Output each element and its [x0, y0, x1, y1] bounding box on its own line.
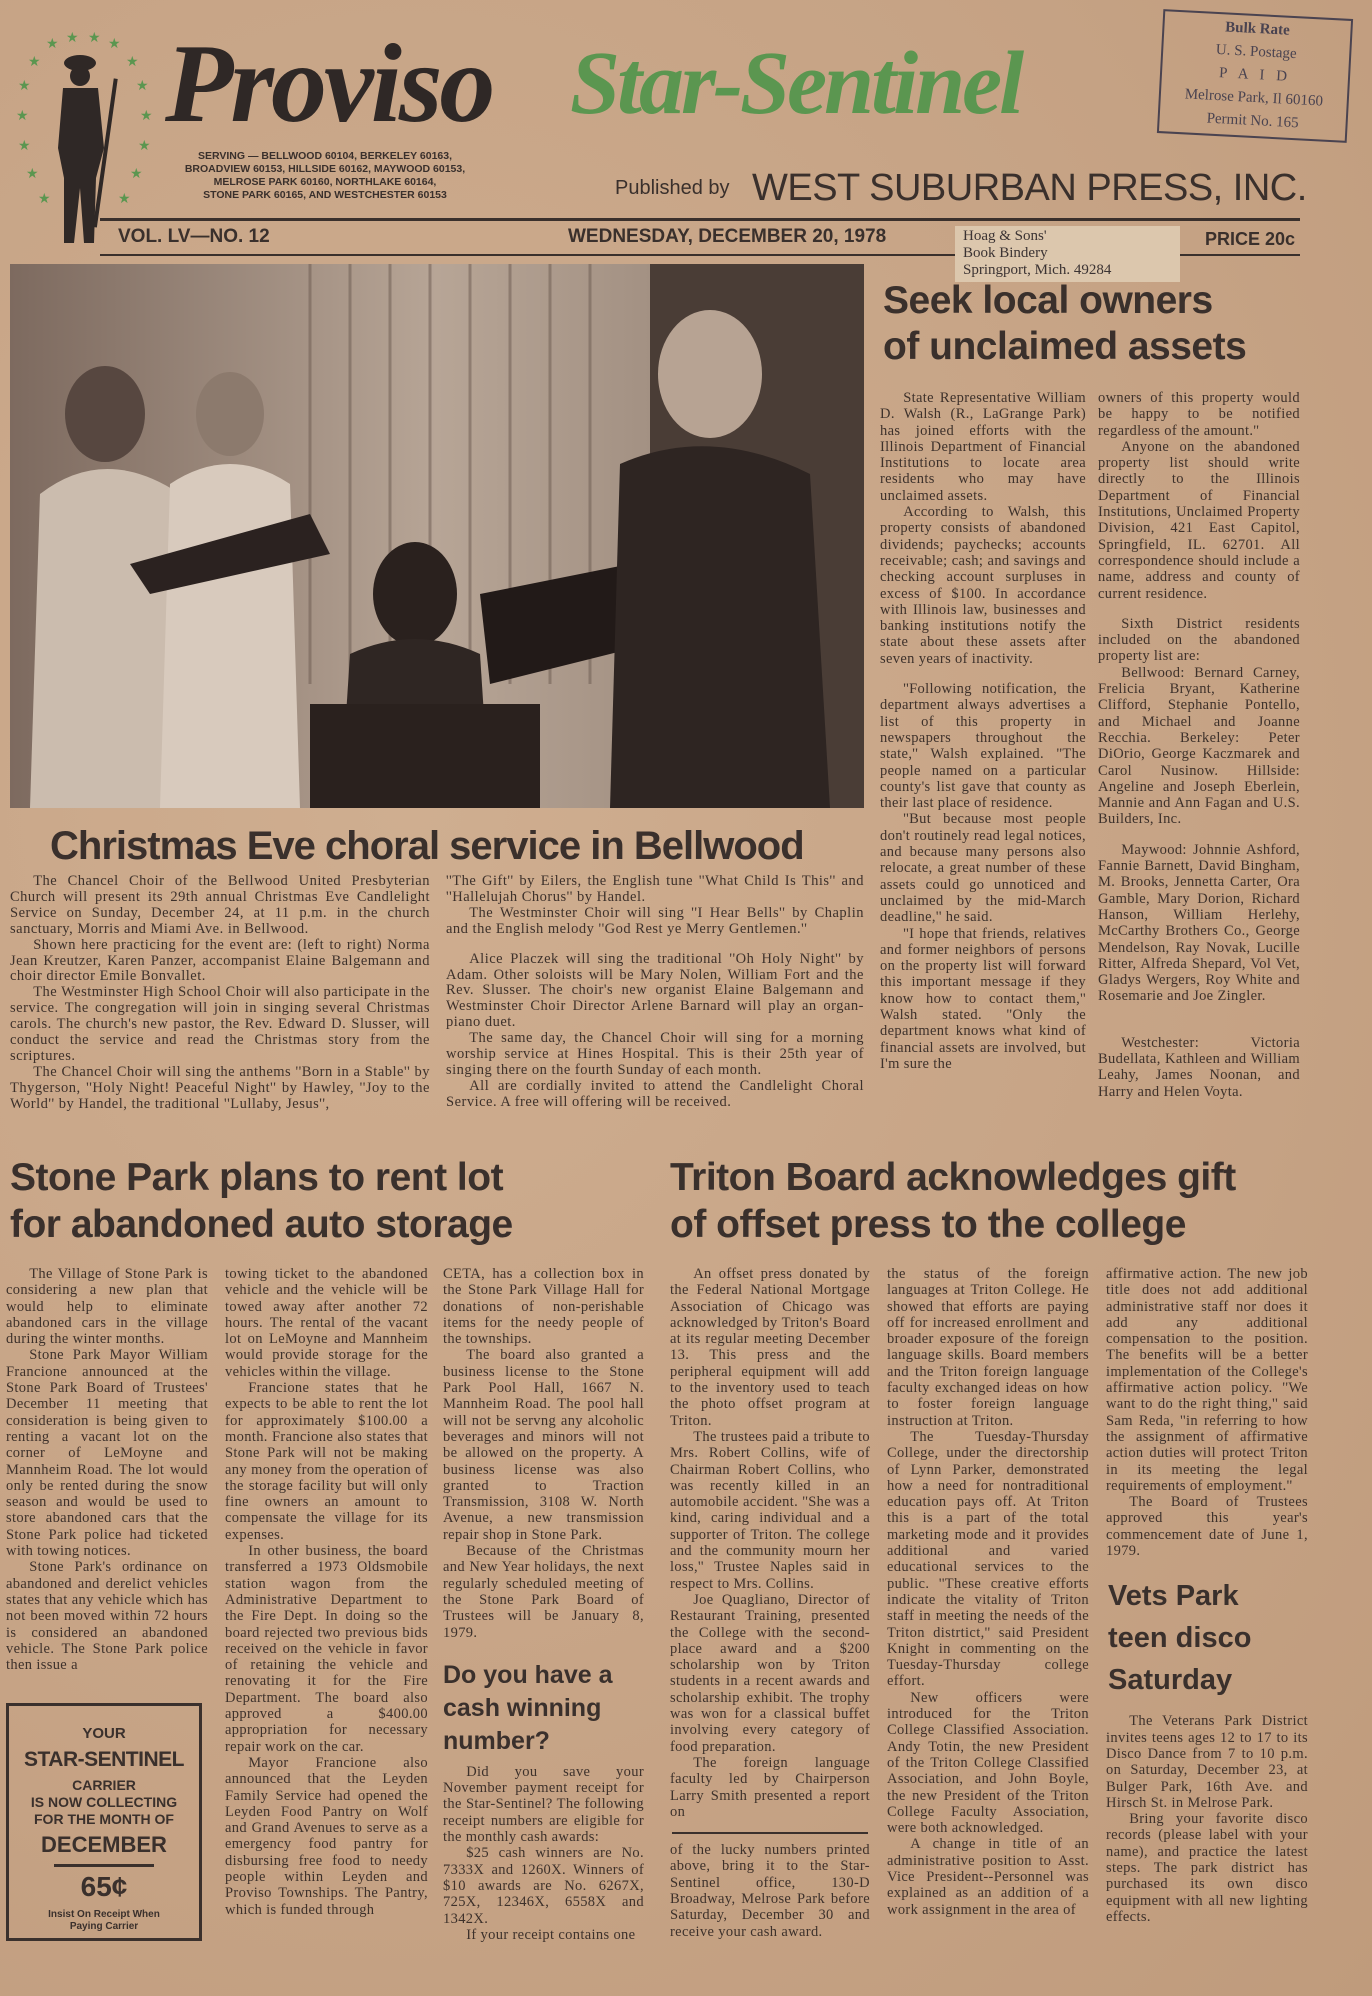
- headline-line: teen disco: [1108, 1622, 1252, 1655]
- svg-text:★: ★: [46, 37, 59, 52]
- paragraph: Because of the Christmas and New Year holidays, the next regularly scheduled meeting of the Stone Park Board of Trustees will be January 8, 1979.: [443, 1543, 644, 1641]
- triton-headline: [670, 1154, 1370, 1248]
- paragraph: All are cordially invited to attend the Candlelight Choral Service. A free will offering will be received.: [446, 1077, 864, 1110]
- paragraph: The Westminster High School Choir will also participate in the service. The congregation will join in singing several Christmas carols. The church's new pastor, the Rev. Edward D. Slusser, will conduct the service and read the Christmas story from the scriptures.: [10, 984, 430, 1064]
- paragraph: Alice Placzek will sing the traditional ''Oh Holy Night'' by Adam. Other soloists will be Mary Nolen, William Fort and the Rev. Slusser. The choir's new organist Elaine Balgemann and Westminster Choir Director Arlene Barnard will play an organ-piano duet.: [446, 950, 864, 1031]
- paragraph: ''Following notification, the department always advertises a list of this property in newspapers throughout the state,'' Walsh explained. ''The people named on a particular county's list gave that county as their last place of residence.: [880, 681, 1086, 812]
- vets-park-column: [1106, 1713, 1308, 1925]
- paragraph: affirmative action. The new job title does not add additional administrative staff nor does it add any additional compensation to the position. The benefits will be a better implementation of the College's affirmative action policy. ''We want to do the right thing,'' said Sam Reda, ''in referring to how the assignment of affirmative action duties will protect Triton in its meeting the legal requirements of employment.'': [1106, 1266, 1308, 1494]
- triton-stack-1: [670, 1266, 870, 1940]
- vets-park-headline: [1108, 1575, 1308, 1701]
- christmas-headline: Christmas Eve choral service in Bellwood: [50, 824, 804, 868]
- headline-line: of offset press to the college: [670, 1203, 1186, 1246]
- svg-text:★: ★: [66, 31, 79, 46]
- paragraph: The same day, the Chancel Choir will sing for a morning worship service at Hines Hospital. This is their 25th year of singing there on the fourth Sunday of each month.: [446, 1030, 864, 1078]
- paragraph: Bellwood: Bernard Carney, Frelicia Bryant, Katherine Clifford, Stephanie Pontello, and Michael and Joanne Recchia. Berkeley: Peter DiOrio, George Kaczmarek and Carol Nusinow. Hillside: Angeline and Joseph Eberlein, Mannie and Ann Fagan and U.S. Builders, Inc.: [1098, 664, 1300, 828]
- paragraph: the status of the foreign languages at Triton College. He showed that efforts are paying off for increased enrollment and broader exposure of the foreign language skills. Board members and the Triton foreign language faculty exchanged ideas on how to foster foreign language instruction at Triton.: [887, 1266, 1089, 1429]
- paragraph: If your receipt contains one: [466, 1926, 636, 1943]
- ad-price: 65¢: [80, 1871, 128, 1903]
- paragraph: Stone Park Mayor William Francione announced at the Stone Park Board of Trustees' December 11 meeting that consideration is being given to renting a vacant lot on the corner of LeMoyne and Mannheim Road. The lot would only be rented during the snow season and would be used to store abandoned cars that the Stone Park police had ticketed with towing notices.: [6, 1347, 208, 1560]
- paragraph: Did you save your November payment receipt for the Star-Sentinel? The following receipt numbers are eligible for the monthly cash awards:: [443, 1763, 644, 1846]
- stone-park-headline: [10, 1154, 660, 1248]
- headline-line: of unclaimed assets: [883, 325, 1247, 368]
- ad-line: CARRIER: [72, 1777, 136, 1794]
- headline-line: cash winning: [443, 1693, 602, 1722]
- stamp-line: U. S. Postage: [1215, 41, 1298, 63]
- ad-note: Paying Carrier: [69, 1921, 139, 1933]
- paragraph: owners of this property would be happy to be notified regardless of the amount.'': [1098, 390, 1300, 439]
- choir-photo: [10, 264, 864, 808]
- mailing-label-line: Book Bindery: [963, 245, 1048, 261]
- paragraph: The Veterans Park District invites teens ages 12 to 17 to its Disco Dance from 7 to 10 p.m. on Saturday, December 23, at Bulger Park, 16th Ave. and Hirsch St. in Melrose Park.: [1106, 1713, 1308, 1811]
- headline-line: Saturday: [1108, 1664, 1233, 1697]
- stone-park-column-1: [6, 1266, 208, 1673]
- paragraph: The Board of Trustees approved this year's commencement date of June 1, 1979.: [1106, 1494, 1308, 1560]
- paragraph: The Tuesday-Thursday College, under the directorship of Lynn Parker, demonstrated how a need for nontraditional education pays off. At Triton this is a part of the total marketing mode and it provides additional and varied educational services to the public. ''These creative efforts indicate the vitality of Triton staff in meeting the needs of the Triton distrtict,'' said President Knight in commenting on the Tuesday-Thursday college effort.: [887, 1428, 1089, 1690]
- triton-column-1: [670, 1266, 870, 1820]
- triton-column-3: [1106, 1266, 1308, 1559]
- stone-park-column-2: [225, 1266, 428, 1943]
- paragraph: State Representative William D. Walsh (R., LaGrange Park) has joined efforts with the Illinois Department of Financial Institutions to locate area residents who may have unclaimed assets.: [880, 390, 1086, 504]
- publisher-name: WEST SUBURBAN PRESS, INC.: [752, 167, 1307, 209]
- christmas-column-2: [446, 874, 864, 1113]
- paragraph: Shown here practicing for the event are: (left to right) Norma Jean Kreutzer, Karen Panzer, accompanist Elaine Balgemann and choir director Emile Bonvallet.: [10, 936, 430, 985]
- svg-text:★: ★: [108, 37, 121, 52]
- paragraph: towing ticket to the abandoned vehicle and the vehicle will be towed away after another 72 hours. The rental of the vacant lot on LeMoyne and Mannheim would provide storage for the vehicles within the village.: [225, 1266, 428, 1380]
- serving-line: SERVING — BELLWOOD 60104, BERKELEY 60163,: [197, 150, 453, 162]
- paragraph: Anyone on the abandoned property list should write directly to the Illinois Department of Financial Institutions, Unclaimed Property Division, 421 East Capitol, Springfield, IL. 62701. All correspondence should include a name, address and county of current residence.: [1098, 438, 1300, 602]
- price: PRICE 20c: [1205, 229, 1296, 249]
- published-by-label: Published by: [615, 177, 730, 199]
- serving-communities: [160, 150, 490, 202]
- svg-text:★: ★: [118, 192, 131, 207]
- paragraph: CETA, has a collection box in the Stone Park Village Hall for donations of non-perishable items for the needy people of the townships.: [443, 1266, 644, 1348]
- masthead-title-proviso: Proviso: [165, 22, 493, 146]
- headline-line: Do you have a: [443, 1660, 613, 1689]
- stone-park-column-3: [443, 1266, 644, 1641]
- christmas-column-1: [10, 874, 430, 1113]
- svg-text:★: ★: [28, 55, 41, 70]
- cash-column-1: [443, 1764, 644, 1943]
- paragraph: ''I hope that friends, relatives and former neighbors of persons on the property list will forward this important message if they know how to contact them,'' Walsh stated. ''Only the department knows what kind of financial assets are involved, but I'm sure the: [880, 925, 1086, 1072]
- paragraph: In other business, the board transferred a 1973 Oldsmobile station wagon from the Administrative Department to the Fire Dept. In doing so the board rejected two previous bids received on the vehicle in favor of retaining the vehicle and renovating it for the Fire Department. The board also approved a $400.00 appropriation for necessary repair work on the car.: [225, 1543, 428, 1755]
- column-divider: [672, 1832, 868, 1834]
- assets-column-1: [880, 390, 1086, 1100]
- svg-text:★: ★: [18, 79, 31, 94]
- headline-line: for abandoned auto storage: [10, 1203, 513, 1246]
- upper-section: [0, 264, 1372, 1146]
- paragraph: According to Walsh, this property consists of abandoned dividends; paychecks; accounts receivable; cash; and savings and checking account surpluses in excess of $100. In accordance with Illinois law, businesses and banking institutions notify the state about these assets after seven years of inactivity.: [880, 504, 1086, 667]
- ad-divider: [54, 1864, 154, 1867]
- cash-column-2: [670, 1842, 870, 1940]
- lower-left: [6, 1154, 660, 1943]
- paragraph: A change in title of an administrative position to Asst. Vice President--Personnel was explained as an addition of a work assignment in the area of: [887, 1836, 1089, 1918]
- assets-column-2: [1098, 390, 1300, 1100]
- svg-text:★: ★: [26, 167, 39, 182]
- cash-headline: [443, 1659, 644, 1758]
- issue-date: WEDNESDAY, DECEMBER 20, 1978: [568, 226, 887, 247]
- paragraph: Stone Park's ordinance on abandoned and derelict vehicles states that any vehicle which has not been moved within 72 hours is considered an abandoned vehicle. The Stone Park police then issue a: [6, 1559, 208, 1674]
- paragraph: Mayor Francione also announced that the Leyden Family Service had opened the Leyden Food Pantry on Wolf and Grand Avenues to serve as a emergency food pantry for disbursing free food to needy people within Leyden and Proviso Townships. The Pantry, which is funded through: [225, 1754, 428, 1918]
- serving-line: MELROSE PARK 60160, NORTHLAKE 60164,: [213, 176, 437, 188]
- upper-left: [10, 264, 864, 1146]
- paragraph: Joe Quagliano, Director of Restaurant Training, presented the College with the second-place award and a $200 scholarship won by Triton students in a recent awards and scholarship exhibit. The trophy was won for a classical buffet involving every category of food preparation.: [670, 1591, 870, 1755]
- masthead-rule-top: [100, 218, 1300, 221]
- paragraph: Francione states that he expects to be able to rent the lot for approximately $100.00 a month. Francione also states that Stone Park will not be making any money from the operation of the storage facility but will only fine owners an amount to compensate the village for its expenses.: [225, 1380, 428, 1543]
- svg-text:★: ★: [126, 55, 139, 70]
- triton-stack-3: [1106, 1266, 1308, 1940]
- svg-text:★: ★: [136, 79, 149, 94]
- paragraph: The Village of Stone Park is considering a new plan that would help to eliminate abandoned cars in the village during the winter months.: [6, 1266, 208, 1348]
- stamp-line: Bulk Rate: [1224, 19, 1291, 39]
- headline-line: Seek local owners: [883, 279, 1213, 322]
- mailing-label-line: Springport, Mich. 49284: [963, 262, 1112, 278]
- paragraph: The foreign language faculty led by Chairperson Larry Smith presented a report on: [670, 1754, 870, 1820]
- paragraph: New officers were introduced for the Triton College Classified Association. Andy Totin, the new President of the Triton College Classified Association, and John Boyle, the new President of the Triton College Faculty Association, were both acknowledged.: [887, 1689, 1089, 1837]
- minuteman-star-emblem: [8, 28, 158, 258]
- svg-text:★: ★: [18, 139, 31, 154]
- svg-text:★: ★: [138, 139, 151, 154]
- paragraph: Maywood: Johnnie Ashford, Fannie Barnett, David Bingham, M. Brooks, Jennetta Carter, Ora Gamble, Mary Dorion, Richard Hanson, William Herlehy, McCarthy Brothers Co., George Mendelson, Ray Novak, Lucille Ritter, Alfreda Shepard, Vol Vet, Gladys Wergers, Roy White and Rosemarie and Joe Zingler.: [1098, 841, 1300, 1005]
- stone-park-stack-1: [6, 1266, 208, 1943]
- paragraph: $25 cash winners are No. 7333X and 1260X. Winners of $10 awards are No. 6267X, 725X, 12346X, 6558X and 1342X.: [443, 1845, 644, 1927]
- assets-headline: [883, 278, 1300, 370]
- ad-line: STAR-SENTINEL: [24, 1748, 184, 1772]
- lower-right-columns: [670, 1266, 1370, 1940]
- lower-left-columns: [6, 1266, 660, 1943]
- paragraph: The board also granted a business license to the Stone Park Pool Hall, 1667 N. Mannheim Road. The pool hall will not be servng any alcoholic beverages and minors will not be allowed on the property. A business license was also granted to Traction Transmission, 3108 W. North Avenue, a new transmission repair shop in Stone Park.: [443, 1347, 644, 1543]
- page-body: [0, 264, 1372, 1943]
- stamp-line: P A I D: [1218, 65, 1292, 85]
- paragraph: The Chancel Choir will sing the anthems ''Born in a Stable'' by Thygerson, ''Holy Night! Peaceful Night'' by Hawley, ''Joy to the World'' by Handel, the traditional ''Lullaby, Jesus'',: [10, 1063, 430, 1112]
- headline-line: Triton Board acknowledges gift: [670, 1156, 1236, 1199]
- ad-line: FOR THE MONTH OF: [34, 1811, 174, 1828]
- carrier-collection-ad: [6, 1703, 202, 1941]
- headline-line: Stone Park plans to rent lot: [10, 1156, 504, 1199]
- upper-right: [880, 264, 1300, 1146]
- lower-right: [670, 1154, 1370, 1943]
- mailing-label-line: Hoag & Sons': [963, 228, 1047, 244]
- stone-park-stack-3: [443, 1266, 644, 1943]
- postage-stamp: [1157, 9, 1353, 143]
- triton-column-2: [887, 1266, 1089, 1940]
- serving-line: BROADVIEW 60153, HILLSIDE 60162, MAYWOOD 60153,: [184, 163, 466, 175]
- paragraph: of the lucky numbers printed above, bring it to the Star-Sentinel office, 130-D Broadway, Melrose Park before Saturday, December 30 and receive your cash award.: [670, 1842, 870, 1940]
- lower-section: [0, 1146, 1372, 1943]
- paragraph: ''The Gift'' by Eilers, the English tune ''What Child Is This'' and ''Hallelujah Chorus'' by Handel.: [446, 873, 864, 905]
- svg-text:★: ★: [140, 109, 153, 124]
- headline-line: Vets Park: [1108, 1580, 1239, 1613]
- paragraph: Sixth District residents included on the abandoned property list are:: [1098, 615, 1300, 665]
- svg-text:★: ★: [38, 192, 51, 207]
- paragraph: The Westminster Choir will sing ''I Hear Bells'' by Chaplin and the English melody ''God Rest ye Merry Gentlemen.'': [446, 904, 864, 937]
- paragraph: An offset press donated by the Federal National Mortgage Association of Chicago was acknowledged by Triton's Board at its regular meeting December 13. This press and the peripheral equipment will add to the inventory used to teach the photo offset program at Triton.: [670, 1266, 870, 1429]
- headline-line: number?: [443, 1726, 550, 1755]
- paragraph: ''But because most people don't routinely read legal notices, and because many persons also relocate, a great number of these assets could go unnoticed and unclaimed by the mid-March deadline,'' he said.: [880, 811, 1086, 926]
- ad-note: Insist On Receipt When: [48, 1909, 160, 1921]
- stamp-line: Melrose Park, Il 60160: [1184, 86, 1324, 110]
- svg-text:★: ★: [88, 31, 101, 46]
- svg-text:★: ★: [16, 109, 29, 124]
- masthead-title-star-sentinel: Star-Sentinel: [570, 34, 1022, 133]
- assets-columns: [880, 390, 1300, 1100]
- paragraph: Bring your favorite disco records (please label with your name), and practice the latest steps. The park district has purchased its own disco equipment with all new lighting effects.: [1106, 1811, 1308, 1925]
- paragraph: The trustees paid a tribute to Mrs. Robert Collins, wife of Chairman Robert Collins, who was recently killed in an automobile accident. ''She was a kind, caring individual and a supporter of Triton. The college and the community mourn her loss,'' Trustee Naples said in respect to Mrs. Collins.: [670, 1428, 870, 1592]
- christmas-columns: [10, 874, 864, 1113]
- ad-month: DECEMBER: [41, 1832, 167, 1858]
- paragraph: Westchester: Victoria Budellata, Kathleen and William Leahy, James Noonan, and Harry and Helen Voyta.: [1098, 1034, 1300, 1100]
- ad-line: YOUR: [82, 1725, 126, 1743]
- svg-text:★: ★: [130, 167, 143, 182]
- ad-line: IS NOW COLLECTING: [30, 1794, 178, 1811]
- serving-line: STONE PARK 60165, AND WESTCHESTER 60153: [203, 189, 447, 201]
- volume-number: VOL. LV—NO. 12: [118, 226, 270, 247]
- paragraph: The Chancel Choir of the Bellwood United Presbyterian Church will present its 29th annual Christmas Eve Candlelight Service on Sunday, December 24, at 11 p.m. in the church sanctuary, Morris and Miami Ave. in Bellwood.: [10, 873, 430, 937]
- stamp-line: Permit No. 165: [1206, 110, 1300, 132]
